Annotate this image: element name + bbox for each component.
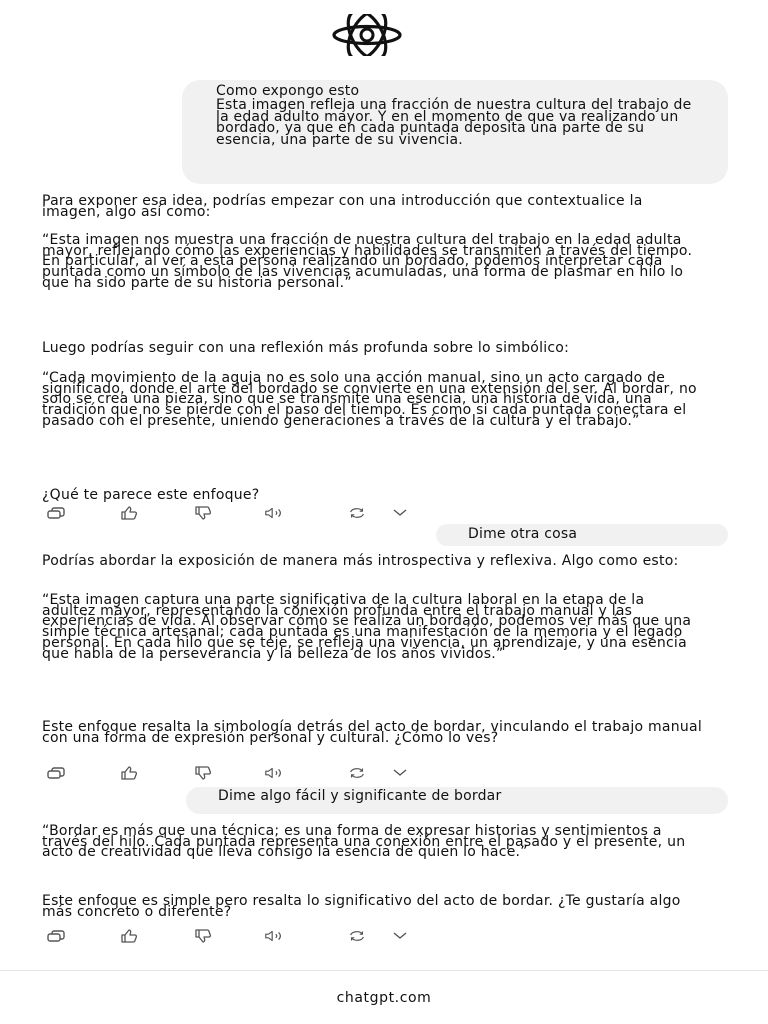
assistant-1-paragraph-3: Luego podrías seguir con una reflexión más profunda sobre lo simbólico:: [42, 340, 570, 356]
assistant-1-paragraph-1: Para exponer esa idea, podrías empezar con una introducción que contextualice la imagen, algo así como:: [42, 193, 643, 220]
assistant-2-paragraph-2: “Esta imagen captura una parte significativa de la cultura laboral en la etapa de la adultez mayor, representando la conexión profunda entre el trabajo manual y las experiencias de vida. Al observar cómo se realiza un bordado, podemos ver más que una simple técnica artesanal; cada puntada es una manifestación de la memoria y el legado personal. En cada hilo que se teje, se refleja una vivencia, un aprendizaje, y una esencia que habla de la perseverancia y la belleza de los años vividos.”: [42, 592, 692, 662]
user-message-2-body: Dime otra cosa: [468, 526, 578, 542]
assistant-2-paragraph-1: Podrías abordar la exposición de manera más introspectiva y reflexiva. Algo como esto:: [42, 553, 679, 569]
user-message-3-body: Dime algo fácil y significante de bordar: [218, 788, 502, 804]
thumbs-down-icon[interactable]: [193, 506, 213, 520]
speaker-icon[interactable]: [264, 929, 284, 943]
assistant-3-paragraph-1: “Bordar es más que una técnica; es una forma de expresar historias y sentimientos a través del hilo. Cada puntada representa una conexión entre el pasado y el presente, un acto de creatividad que lleva consigo la esencia de quien lo hace.”: [42, 823, 686, 861]
user-message-1-body: Esta imagen refleja una fracción de nuestra cultura del trabajo de la edad adulto mayor. Y en el momento de que va realizando un bordado, ya que en cada puntada deposita una parte de su esencia, una parte de su vivencia.: [216, 97, 692, 148]
copy-icon[interactable]: [46, 766, 66, 780]
chevron-down-icon[interactable]: [390, 506, 410, 520]
assistant-2-paragraph-3: Este enfoque resalta la simbología detrás del acto de bordar, vinculando el trabajo manual con una forma de expresión personal y cultural. ¿Cómo lo ves?: [42, 719, 702, 746]
footer-divider: [0, 970, 768, 971]
thumbs-down-icon[interactable]: [193, 766, 213, 780]
chevron-down-icon[interactable]: [390, 929, 410, 943]
thumbs-up-icon[interactable]: [119, 929, 139, 943]
thumbs-up-icon[interactable]: [119, 766, 139, 780]
regenerate-icon[interactable]: [347, 766, 367, 780]
assistant-1-paragraph-4: “Cada movimiento de la aguja no es solo una acción manual, sino un acto cargado de significado, donde el arte del bordado se convierte en una extensión del ser. Al bordar, no solo se crea una pieza, sino que se transmite una esencia, una historia de vida, una tradición que no se pierde con el paso del tiempo. Es como si cada puntada conectara el pasado con el presente, uniendo generaciones a través de la cultura y el trabajo.”: [42, 370, 697, 429]
user-message-2: [436, 524, 728, 546]
chevron-down-icon[interactable]: [390, 766, 410, 780]
assistant-1-paragraph-5: ¿Qué te parece este enfoque?: [42, 487, 260, 503]
copy-icon[interactable]: [46, 506, 66, 520]
footer-domain: chatgpt.com: [336, 990, 432, 1006]
user-message-1-title: Como expongo esto: [216, 83, 360, 99]
copy-icon[interactable]: [46, 929, 66, 943]
user-message-1: [182, 80, 728, 184]
regenerate-icon[interactable]: [347, 929, 367, 943]
thumbs-up-icon[interactable]: [119, 506, 139, 520]
chatgpt-logo-icon: [330, 14, 404, 56]
user-message-3: [186, 787, 728, 814]
speaker-icon[interactable]: [264, 766, 284, 780]
assistant-3-paragraph-2: Este enfoque es simple pero resalta lo significativo del acto de bordar. ¿Te gustaría algo más concreto o diferente?: [42, 893, 681, 920]
assistant-1-paragraph-2: “Esta imagen nos muestra una fracción de nuestra cultura del trabajo en la edad adulta mayor, reflejando cómo las experiencias y habilidades se transmiten a través del tiempo. En particular, al ver a esta persona realizando un bordado, podemos interpretar cada puntada como un símbolo de las vivencias acumuladas, una forma de plasmar en hilo lo que ha sido parte de su historia personal.”: [42, 232, 693, 291]
regenerate-icon[interactable]: [347, 506, 367, 520]
thumbs-down-icon[interactable]: [193, 929, 213, 943]
speaker-icon[interactable]: [264, 506, 284, 520]
